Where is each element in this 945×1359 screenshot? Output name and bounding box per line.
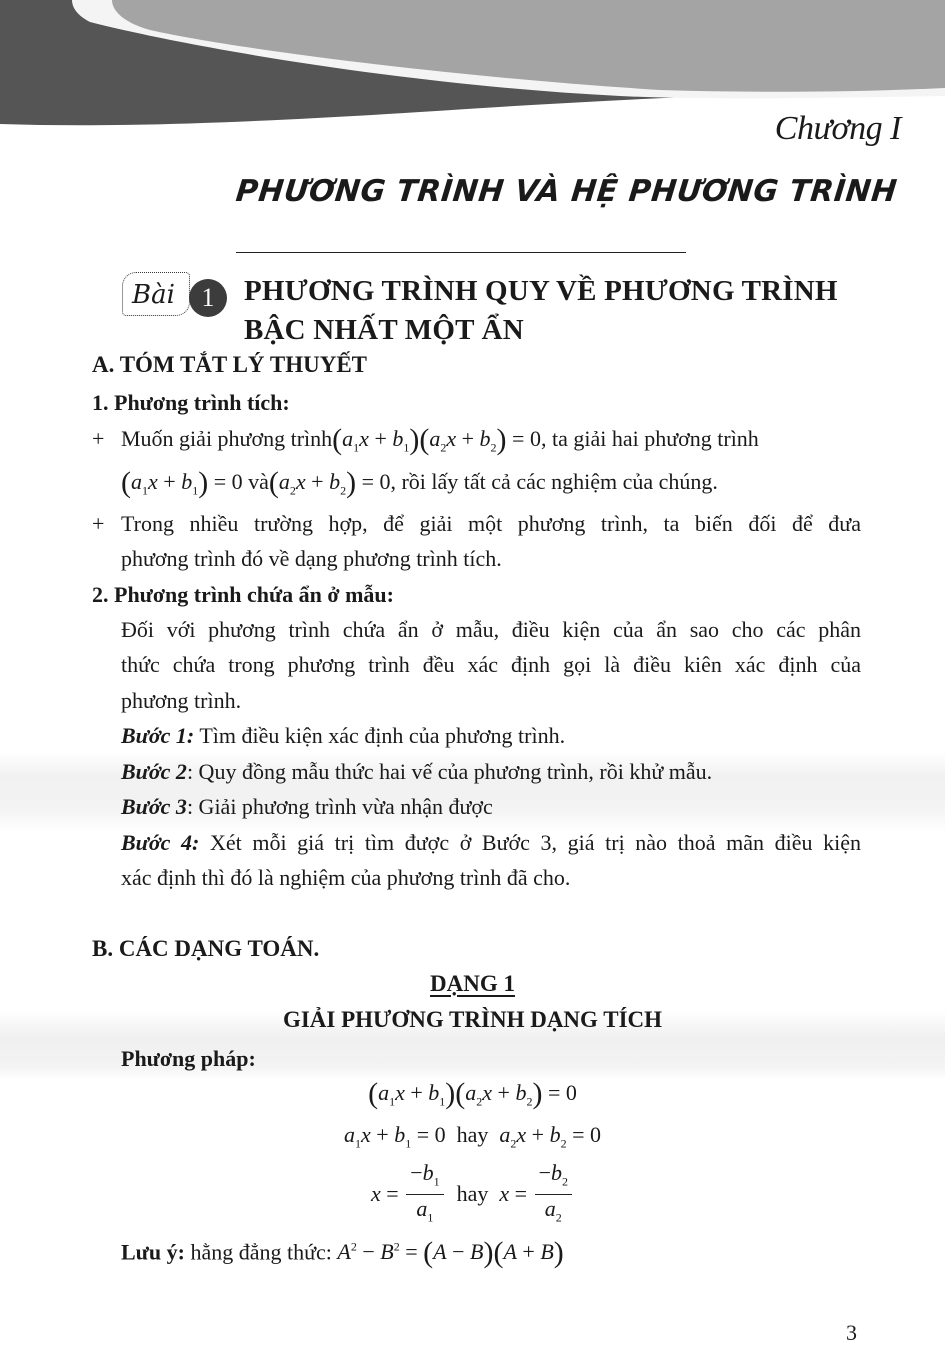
note: Lưu ý: hằng đẳng thức: $A^2 - B^2 = (A - B)(A + B)$ (121, 1236, 564, 1270)
step-4-line2: xác định thì đó là nghiệm của phương trình đã cho. (121, 865, 571, 890)
math-factor-2: $(a_2x + b_2) = 0$ (268, 466, 391, 499)
chapter-label: Chương I (774, 110, 901, 147)
math-factor-1: $(a_1x + b_1) = 0$ (121, 466, 243, 499)
math-product-equation: $(a_1x + b_1)(a_2x + b_2) = 0$ (332, 423, 541, 456)
section-a-heading: A. TÓM TẮT LÝ THUYẾT (92, 352, 368, 377)
step-4: Bước 4: Xét mỗi giá trị tìm được ở Bước 3, giá trị nào thoả mãn điều kiện (121, 830, 861, 855)
method-label: Phương pháp: (121, 1046, 256, 1071)
section-b-heading: B. CÁC DẠNG TOÁN. (92, 936, 320, 961)
fraction: $\frac{-b_1}{a_1}$ (406, 1160, 443, 1232)
step-1: Bước 1: Tìm điều kiện xác định của phương trình. (121, 723, 566, 748)
divider (236, 252, 686, 253)
formula-solutions: x = $\frac{-b_1}{a_1}$ hay x = $\frac{-b_2}{a_2}$ (0, 1160, 945, 1232)
item1-heading: 1. Phương trình tích: (92, 390, 290, 415)
formula-product: $(a_1x + b_1)(a_2x + b_2) = 0$ (368, 1077, 577, 1110)
bullet-marker: + (92, 511, 105, 536)
page-number: 3 (846, 1320, 857, 1345)
step-3: Bước 3: Giải phương trình vừa nhận được (121, 794, 493, 819)
formula-factors: $a_1x + b_1 = 0$ hay $a_2x + b_2 = 0$ (344, 1122, 601, 1151)
item2-heading: 2. Phương trình chứa ẩn ở mẫu: (92, 582, 394, 607)
bullet-1-line2: $(a_1x + b_1) = 0$ $và(a_2x + b_2) = 0$, rồi lấy tất cả các nghiệm của chúng. (121, 466, 718, 499)
lesson-title-line1: PHƯƠNG TRÌNH QUY VỀ PHƯƠNG TRÌNH (244, 275, 838, 307)
lesson-badge (122, 268, 196, 318)
lesson-title (244, 272, 838, 350)
chapter-title: PHƯƠNG TRÌNH VÀ HỆ PHƯƠNG TRÌNH (234, 174, 899, 209)
bullet-2-line2: phương trình đó về dạng phương trình tích. (121, 546, 502, 571)
type-label: DẠNG 1 (430, 971, 515, 996)
item2-para-line2: thức chứa trong phương trình đều xác định gọi là điều kiên xác định của (121, 652, 861, 677)
step-2: Bước 2: Quy đồng mẫu thức hai vế của phương trình, rồi khử mẫu. (121, 759, 713, 784)
lesson-title-line2: BẬC NHẤT MỘT ẨN (244, 314, 524, 346)
item2-para-line1: Đối với phương trình chứa ẩn ở mẫu, điều kiện của ẩn sao cho các phân (121, 617, 861, 642)
item2-para-line3: phương trình. (121, 688, 242, 713)
bullet-2-line1: Trong nhiều trường hợp, để giải một phương trình, ta biến đối để đưa (121, 511, 861, 536)
fraction: $\frac{-b_2}{a_2}$ (535, 1160, 572, 1232)
bullet-marker: + (92, 426, 105, 451)
lesson-number: 1 (189, 279, 227, 317)
bullet-1-line1: Muốn giải phương $trình(a_1x + b_1)(a_2x + b_2) = 0$, ta giải hai phương trình (121, 423, 759, 456)
type-title: GIẢI PHƯƠNG TRÌNH DẠNG TÍCH (282, 1007, 663, 1032)
math-identity: $A^2 - B^2 = (A - B)(A + B)$ (337, 1236, 564, 1270)
badge-word: Bài (132, 280, 175, 310)
